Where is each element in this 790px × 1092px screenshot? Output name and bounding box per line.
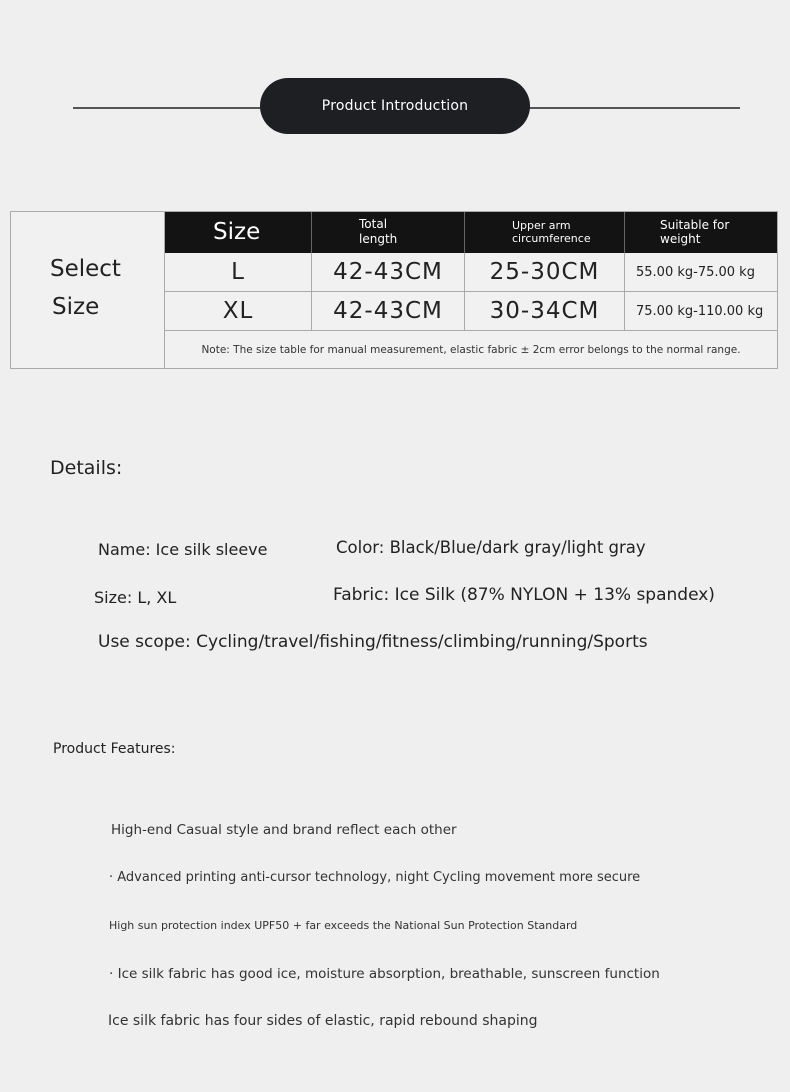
header-size (165, 212, 312, 253)
detail-fabric: Fabric: Ice Silk (87% NYLON + 13% spandex) (333, 585, 715, 605)
detail-color: Color: Black/Blue/dark gray/light gray (336, 538, 646, 557)
header-weight-line1: Suitable for (660, 218, 730, 232)
feature-item: High sun protection index UPF50 + far exceeds the National Sun Protection Standard (109, 919, 578, 932)
row-xl-arm: 30-34CM (465, 292, 625, 331)
row-xl-weight: 75.00 kg-110.00 kg (625, 292, 777, 331)
divider-right (528, 107, 740, 109)
header-total-length-line2: length (359, 232, 398, 246)
size-table (10, 211, 778, 369)
header-weight-line2: weight (660, 232, 701, 246)
features-title: Product Features: (53, 741, 176, 757)
feature-item: · Ice silk fabric has good ice, moisture absorption, breathable, sunscreen function (109, 966, 660, 982)
section-title: Product Introduction (321, 98, 469, 114)
header-weight (625, 212, 777, 253)
header-upper-arm-line2: circumference (512, 232, 591, 245)
detail-use-scope: Use scope: Cycling/travel/fishing/fitness/climbing/running/Sports (98, 632, 648, 652)
row-xl-length: 42-43CM (312, 292, 465, 331)
detail-name: Name: Ice silk sleeve (98, 540, 268, 559)
header-upper-arm (465, 212, 625, 253)
header-upper-arm-line1: Upper arm (512, 219, 571, 232)
header-total-length (312, 212, 465, 253)
detail-size: Size: L, XL (94, 588, 177, 607)
divider-left (73, 107, 263, 109)
header-total-length-line1: Total (359, 217, 388, 231)
details-title: Details: (50, 457, 123, 479)
row-l-weight: 55.00 kg-75.00 kg (625, 253, 777, 292)
select-size-cell (11, 212, 165, 368)
header-size-text: Size (213, 219, 261, 245)
row-xl-size: XL (165, 292, 312, 331)
feature-item: High-end Casual style and brand reflect each other (111, 822, 457, 838)
size-note: Note: The size table for manual measurement, elastic fabric ± 2cm error belongs to the normal range. (201, 343, 741, 356)
section-title-pill (260, 78, 530, 134)
row-l-arm: 25-30CM (465, 253, 625, 292)
select-label: Select (50, 256, 121, 282)
feature-item: Ice silk fabric has four sides of elastic, rapid rebound shaping (108, 1013, 538, 1029)
row-l-length: 42-43CM (312, 253, 465, 292)
feature-item: · Advanced printing anti-cursor technology, night Cycling movement more secure (109, 870, 641, 885)
size-label: Size (52, 294, 100, 320)
row-l-size: L (165, 253, 312, 292)
